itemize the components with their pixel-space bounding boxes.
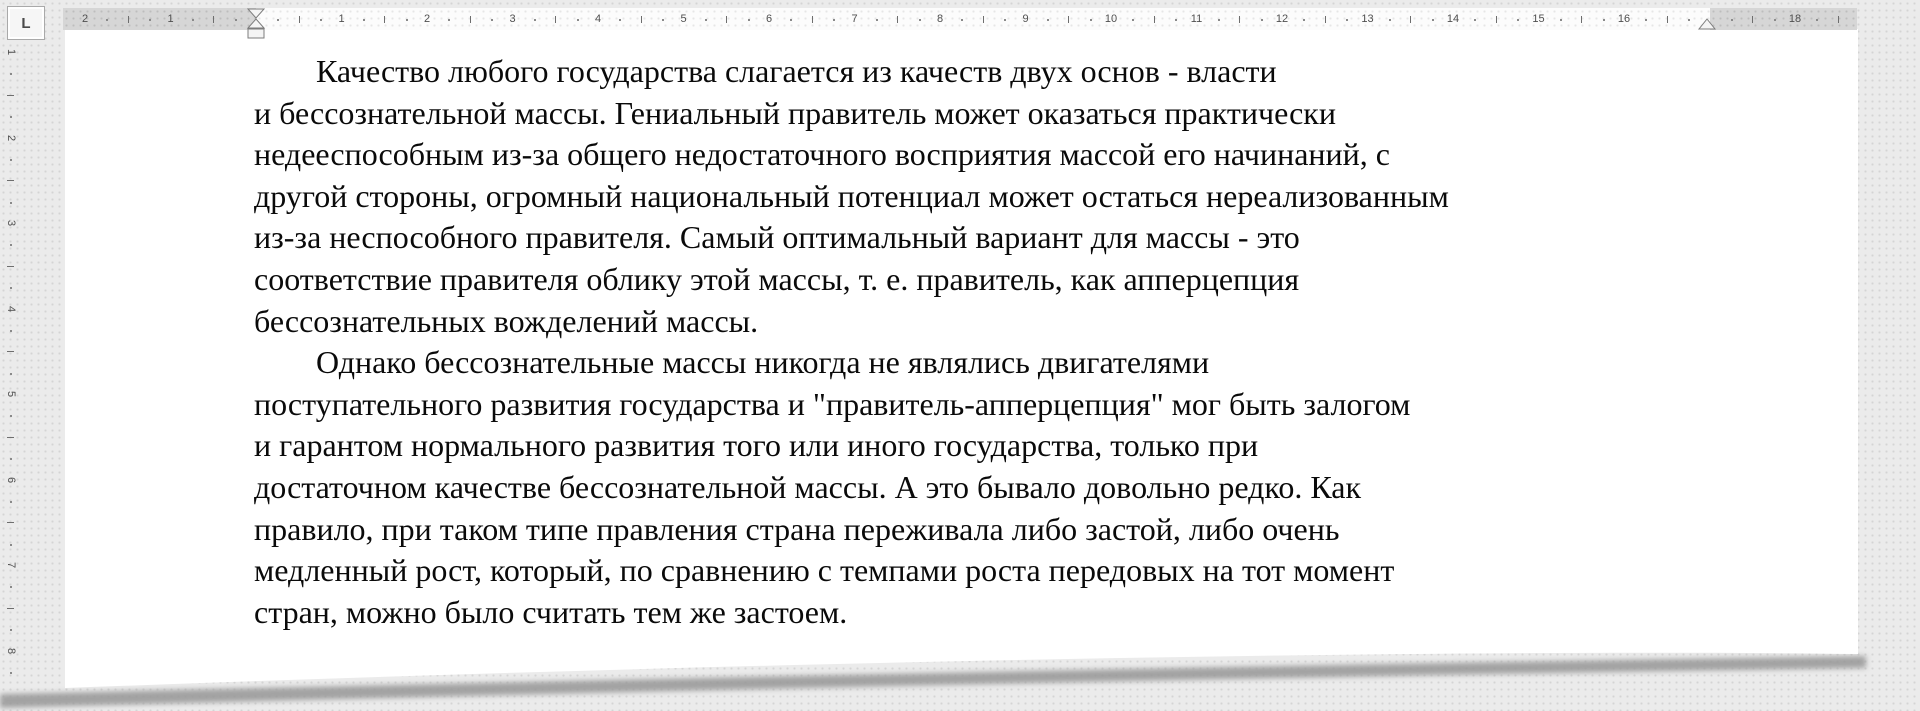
text-line[interactable]: и бессознательной массы. Гениальный правитель может оказаться практически [254,94,1336,131]
ruler-tick [10,629,12,631]
ruler-number: 16 [1617,13,1631,25]
ruler-tick [1496,16,1497,23]
ruler-tick [7,522,14,523]
ruler-number: 1 [5,48,17,56]
ruler-tick [1560,19,1562,21]
text-line[interactable]: достаточном качестве бессознательной массы. А это бывало довольно редко. Как [254,468,1361,505]
ruler-tick [299,16,300,23]
ruler-tick [833,19,835,21]
ruler-tick [1603,19,1605,21]
ruler-number: 4 [594,13,602,25]
ruler-tick [10,244,12,246]
ruler-tick [10,159,12,161]
ruler-tick [1154,16,1155,23]
ruler-tick [1667,16,1668,23]
ruler-tick [1389,19,1391,21]
ruler-number: 1 [338,13,345,25]
ruler-tick [406,19,408,21]
ruler-number: 2 [5,134,17,141]
ruler-tick [748,19,750,21]
ruler-tick [10,202,12,204]
ruler-tick [555,16,556,23]
ruler-number: 7 [851,13,858,25]
text-line[interactable]: стран, можно было считать тем же застоем. [254,593,848,630]
tab-selector-button[interactable] [7,6,45,40]
ruler-tick [726,16,727,23]
ruler-tick [790,19,792,21]
ruler-tick [1303,19,1305,21]
ruler-tick [10,415,12,417]
text-line[interactable]: из-за неспособного правителя. Самый оптимальный вариант для массы - это [254,219,1300,256]
ruler-number: 10 [1104,13,1118,25]
ruler-tick [534,19,536,21]
ruler-tick [10,116,12,118]
document-text [254,51,1449,633]
ruler-number: 6 [765,13,773,25]
ruler-number: 12 [1275,13,1289,25]
text-line[interactable]: Однако бессознательные массы никогда не являлись двигателями [316,344,1210,381]
text-line[interactable]: соответствие правителя облику этой массы, т. е. правитель, как апперцепция [254,260,1300,297]
text-line[interactable]: другой стороны, огромный национальный потенциал может остаться нереализованным [254,177,1449,214]
ruler-number: 2 [81,13,89,25]
text-line[interactable]: правило, при таком типе правления страна переживала либо застой, либо очень [254,510,1340,547]
vertical-ruler[interactable] [0,0,24,711]
ruler-tick [7,351,14,352]
ruler-tick [10,501,12,503]
ruler-tick [1047,19,1049,21]
ruler-tick [961,19,963,21]
ruler-tick [1132,19,1134,21]
ruler-tick [619,19,621,21]
ruler-tick [277,19,279,21]
ruler-tick [641,16,642,23]
ruler-tick [128,16,129,23]
ruler-tick [1517,19,1519,21]
left-tab-icon: L [21,14,31,32]
ruler-number: 5 [680,13,687,25]
ruler-tick [919,19,921,21]
ruler-tick [1432,19,1434,21]
ruler-tick [1068,16,1069,23]
ruler-tick [897,16,898,23]
ruler-tick [106,19,108,21]
text-line[interactable]: поступательного развития государства и "правитель-апперцепция" мог быть залогом [254,385,1411,422]
text-line[interactable]: недееспособным из-за общего недостаточного восприятия массой его начинаний, с [254,136,1390,173]
ruler-tick [1410,16,1411,23]
ruler-tick [491,19,493,21]
ruler-tick [1731,19,1733,21]
ruler-tick [7,180,14,181]
ruler-number: 11 [1190,13,1203,25]
ruler-number: 14 [1446,13,1460,25]
ruler-number: 9 [1022,13,1029,25]
ruler-number: 5 [5,390,17,398]
ruler-tick [812,16,813,23]
ruler-tick [320,19,322,21]
ruler-tick [1004,19,1006,21]
text-line[interactable]: бессознательных вожделений массы. [254,302,759,339]
ruler-tick [662,19,664,21]
ruler-tick [384,16,385,23]
ruler-tick [235,19,237,21]
text-line[interactable]: медленный рост, который, по сравнению с темпами роста передовых на тот момент [254,552,1395,589]
ruler-tick [1346,19,1348,21]
ruler-tick [1838,16,1839,23]
ruler-tick [10,73,12,75]
ruler-tick [1090,19,1092,21]
ruler-tick [7,95,14,96]
ruler-tick [10,672,12,674]
ruler-tick [1474,19,1476,21]
ruler-tick [1175,19,1177,21]
ruler-tick [1239,16,1240,23]
ruler-tick [1752,16,1753,23]
ruler-tick [448,19,450,21]
ruler-number: 13 [1361,13,1374,25]
ruler-tick [7,437,14,438]
ruler-tick [1645,19,1647,21]
ruler-number: 1 [167,13,174,25]
horizontal-ruler[interactable] [63,8,1857,30]
ruler-tick [1325,16,1326,23]
ruler-number: 3 [5,219,17,227]
ruler-number: 18 [1788,13,1802,25]
ruler-tick [213,16,214,23]
ruler-tick [10,330,12,332]
ruler-tick [1774,19,1776,21]
text-line[interactable]: и гарантом нормального развития того или иного государства, только при [254,427,1259,464]
ruler-number: 4 [5,305,17,312]
ruler-tick [577,19,579,21]
ruler-tick [10,458,12,460]
ruler-tick [149,19,151,21]
ruler-tick [983,16,984,23]
ruler-number: 7 [5,561,17,569]
ruler-tick [363,19,365,21]
ruler-tick [10,373,12,375]
ruler-number: 8 [936,13,944,25]
ruler-tick [1688,19,1690,21]
ruler-tick [10,287,12,289]
ruler-number: 15 [1532,13,1545,25]
ruler-number: 6 [5,476,17,483]
ruler-number: 2 [423,13,431,25]
ruler-number: 8 [5,647,17,654]
ruler-tick [470,16,471,23]
ruler-tick [1816,19,1818,21]
ruler-tick [192,19,194,21]
ruler-tick [705,19,707,21]
ruler-number: 3 [509,13,516,25]
ruler-tick [10,544,12,546]
ruler-tick [1218,19,1220,21]
ruler-tick [876,19,878,21]
ruler-tick [1581,16,1582,23]
ruler-tick [1261,19,1263,21]
text-line[interactable]: Качество любого государства слагается из качеств двух основ - власти [316,53,1277,89]
ruler-tick [7,608,14,609]
ruler-tick [10,586,12,588]
ruler-tick [7,266,14,267]
